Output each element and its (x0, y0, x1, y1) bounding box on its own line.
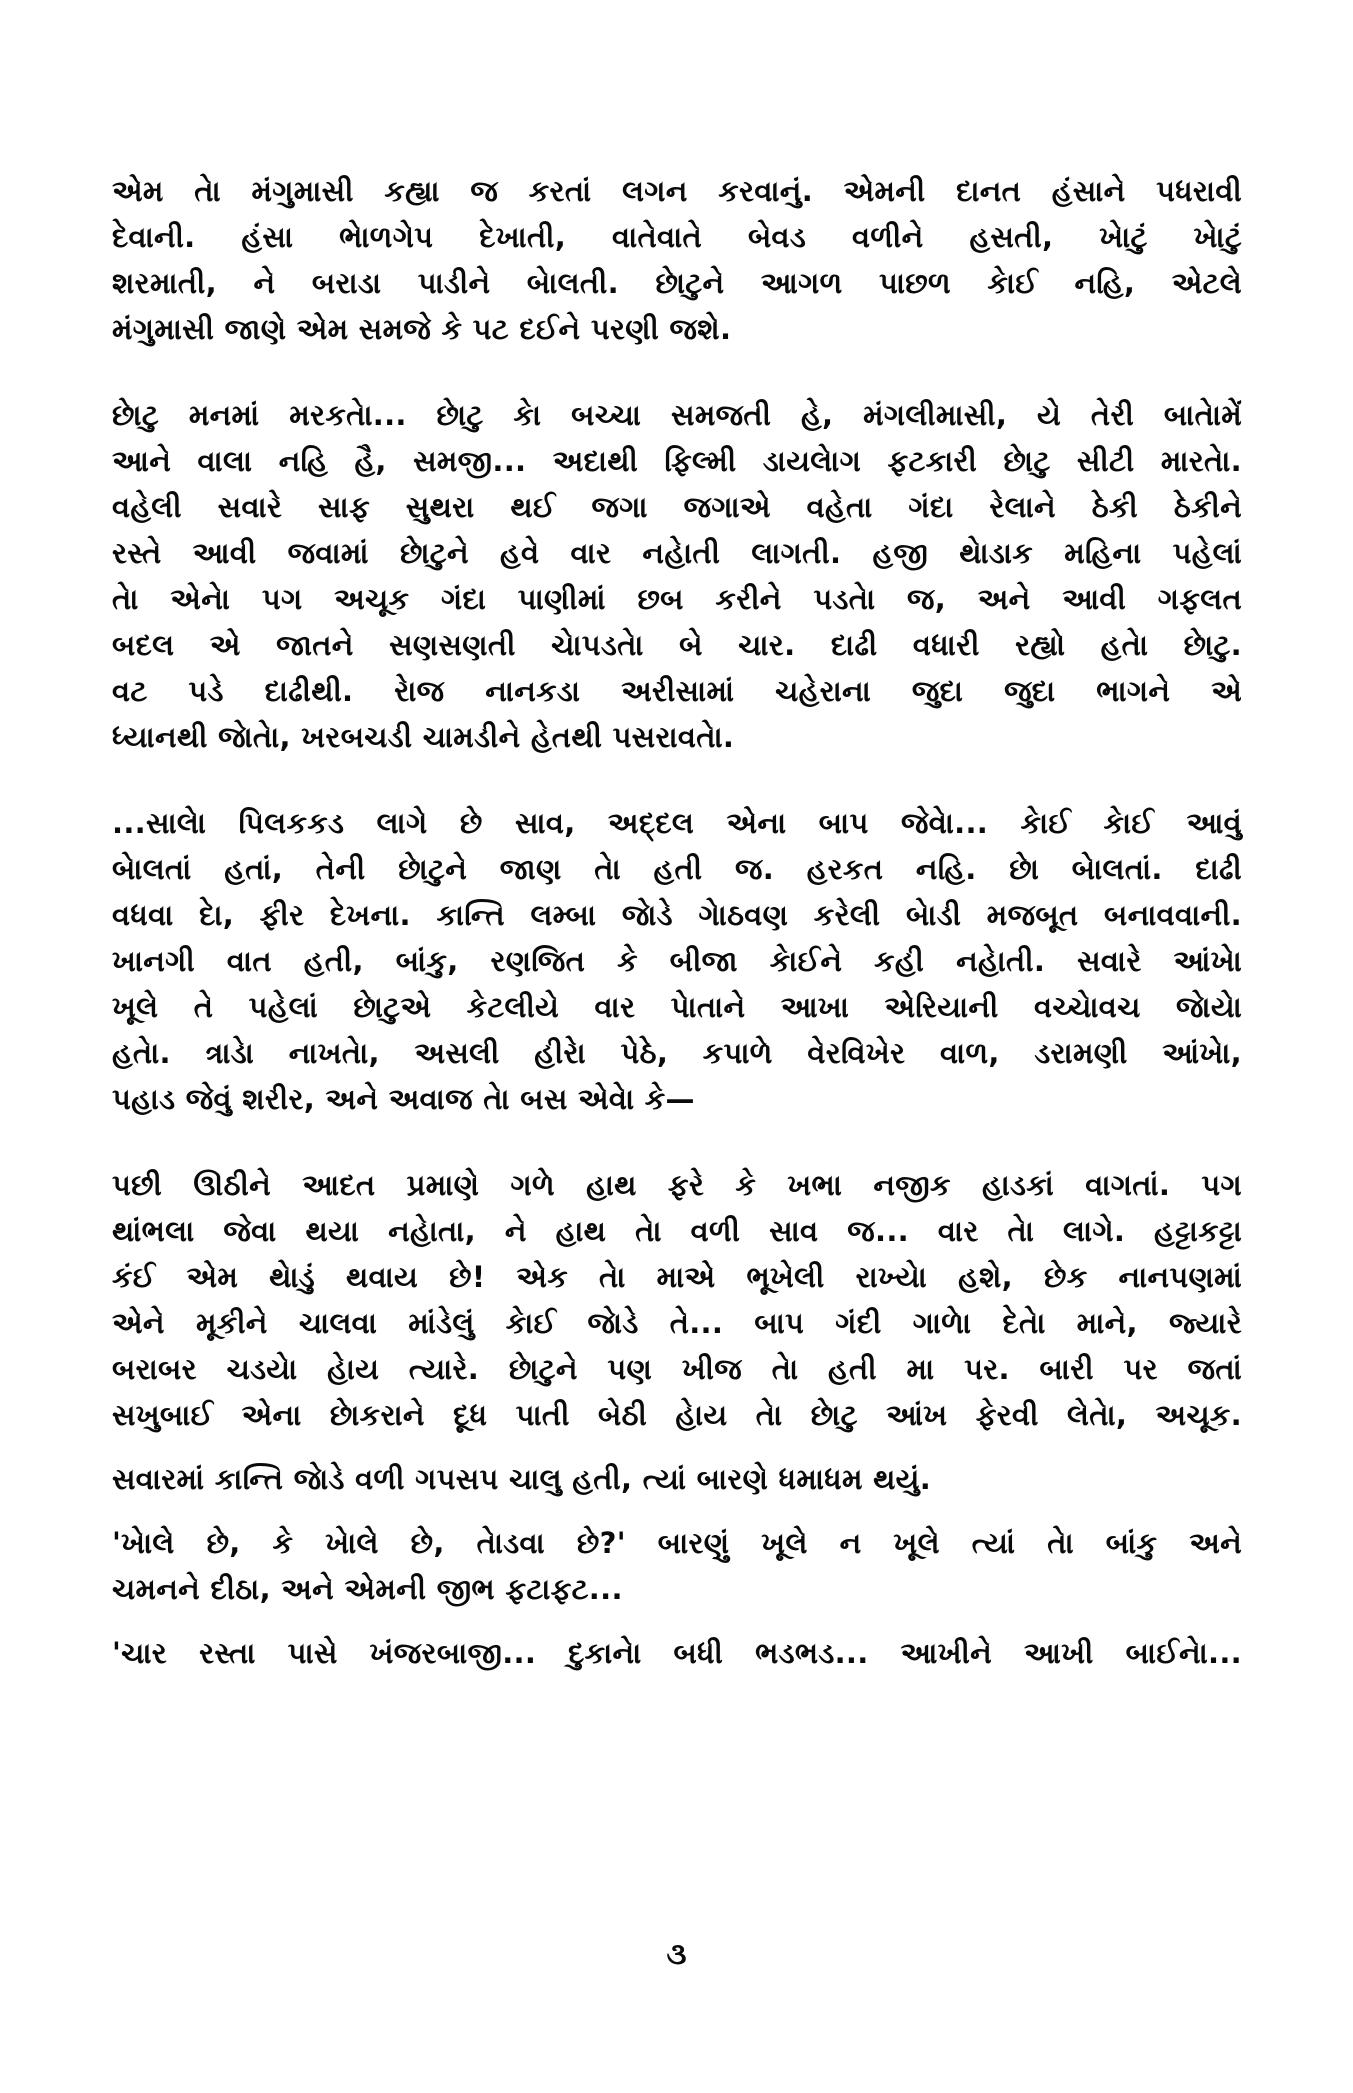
text-line: ધ્યાનથી જેાતેા, ખરબચડી ચામડીને હેતથી પસરાવતેા. (112, 720, 735, 754)
text-line: દેવાની. હંસા ભેાળગેપ દેખાતી, વાતેવાતે બેવડ વળીને હસતી, ખેાટું ખેાટું (112, 220, 1242, 254)
text-line: ખાનગી વાત હતી, બાંકુ, રણજિત કે બીજા કેાઈને કહી નહેાતી. સવારે આંખેા (112, 944, 1242, 978)
text-line: આને વાલા નહિ હૈ, સમજી... અદાથી ફિલ્મી ડાયલેાગ ફટકારી છેાટુ સીટી મારતેા. (112, 444, 1242, 478)
text-line: 'ખેાલે છે, કે ખેાલે છે, તેાડવા છે?' બારણું ખૂલે ન ખૂલે ત્યાં તેા બાંકુ અને (112, 1526, 1242, 1560)
text-line: સવારમાં કાન્તિ જેાડે વળી ગપસપ ચાલુ હતી, ત્યાં બારણે ધમાધમ થયું. (112, 1462, 932, 1496)
paragraph-3 (112, 800, 1242, 1122)
text-line: ખૂલે તે પહેલાં છેાટુએ કેટલીયે વાર પેાતાને આખા એરિયાની વચ્ચેાવચ જેાયેા (112, 990, 1242, 1024)
text-line: બદલ એ જાતને સણસણતી ચેાપડતેા બે ચાર. દાઢી વધારી રહ્યો હતેા છેાટુ. (112, 628, 1242, 662)
text-line: વટ પડે દાઢીથી. રેાજ નાનકડા અરીસામાં ચહેરાના જુદા જુદા ભાગને એ (112, 674, 1242, 708)
text-line: રસ્તે આવી જવામાં છેાટુને હવે વાર નહેાતી લાગતી. હજી થેાડાક મહિના પહેલાં (112, 536, 1242, 570)
text-line: 'ચાર રસ્તા પાસે ખંજરબાજી... દુકાનેા બધી ભડભડ... આખીને આખી બાઈનેા... (112, 1636, 1242, 1670)
text-line: હતેા. ત્રાડેા નાખતેા, અસલી હીરેા પેઠે, કપાળે વેરવિખેર વાળ, ડરામણી આંખેા, (112, 1036, 1242, 1070)
text-line: સખુબાઈ એના છેાકરાને દૂધ પાતી બેઠી હેાય તેા છેાટુ આંખ ફેરવી લેતેા, અચૂક. (112, 1398, 1242, 1432)
paragraph-4 (112, 1162, 1242, 1438)
text-line: મંગુમાસી જાણે એમ સમજે કે પટ દઈને પરણી જશે. (112, 312, 732, 346)
text-line: એને મૂકીને ચાલવા માંડેલું કેાઈ જેાડે તે... બાપ ગંદી ગાળેા દેતેા માને, જ્યારે (112, 1306, 1242, 1340)
text-line: પછી ઊઠીને આદત પ્રમાણે ગળે હાથ ફરે કે ખભા નજીક હાડકાં વાગતાં. પગ (112, 1168, 1242, 1202)
text-line: એમ તેા મંગુમાસી કહ્યા જ કરતાં લગન કરવાનું. એમની દાનત હંસાને પધરાવી (112, 174, 1242, 208)
page-body (112, 168, 1242, 1676)
paragraph-5 (112, 1456, 1242, 1502)
paragraph-2 (112, 392, 1242, 760)
paragraph-7 (112, 1630, 1242, 1676)
text-line: વહેલી સવારે સાફ સુથરા થઈ જગા જગાએ વહેતા ગંદા રેલાને ઠેકી ઠેકીને (112, 490, 1242, 524)
text-line: ચમનને દીઠા, અને એમની જીભ ફટાફટ... (112, 1572, 623, 1606)
text-line: તેા એનેા પગ અચૂક ગંદા પાણીમાં છબ કરીને પડતેા જ, અને આવી ગફલત (112, 582, 1242, 616)
text-line: પહાડ જેવું શરીર, અને અવાજ તેા બસ એવેા કે— (112, 1082, 695, 1116)
page-number: ૩ (666, 1937, 687, 1972)
text-line: છેાટુ મનમાં મરકતેા... છેાટુ કેા બચ્ચા સમજતી હે, મંગલીમાસી, યે તેરી બાતેામેં (112, 398, 1242, 432)
text-line: વધવા દેા, ફીર દેખના. કાન્તિ લમ્બા જેાડે ગેાઠવણ કરેલી બેાડી મજબૂત બનાવવાની. (112, 898, 1242, 932)
text-line: થાંભલા જેવા થયા નહેાતા, ને હાથ તેા વળી સાવ જ... વાર તેા લાગે. હટ્ટાકટ્ટા (112, 1214, 1242, 1248)
text-line: શરમાતી, ને બરાડા પાડીને બેાલતી. છેાટુને આગળ પાછળ કેાઈ નહિ, એટલે (112, 266, 1242, 300)
text-line: ...સાલેા પિલકકડ લાગે છે સાવ, અદ્દલ એના બાપ જેવેા... કેાઈ કેાઈ આવું (112, 806, 1242, 840)
text-line: બેાલતાં હતાં, તેની છેાટુને જાણ તેા હતી જ. હરકત નહિ. છેા બેાલતાં. દાઢી (112, 852, 1242, 886)
paragraph-1 (112, 168, 1242, 352)
paragraph-6 (112, 1520, 1242, 1612)
text-line: કંઈ એમ થેાડું થવાય છે! એક તેા માએ ભૂખેલી રાખ્યેા હશે, છેક નાનપણમાં (112, 1260, 1242, 1294)
text-line: બરાબર ચડયેા હેાય ત્યારે. છેાટુને પણ ખીજ તેા હતી મા પર. બારી પર જતાં (112, 1352, 1242, 1386)
